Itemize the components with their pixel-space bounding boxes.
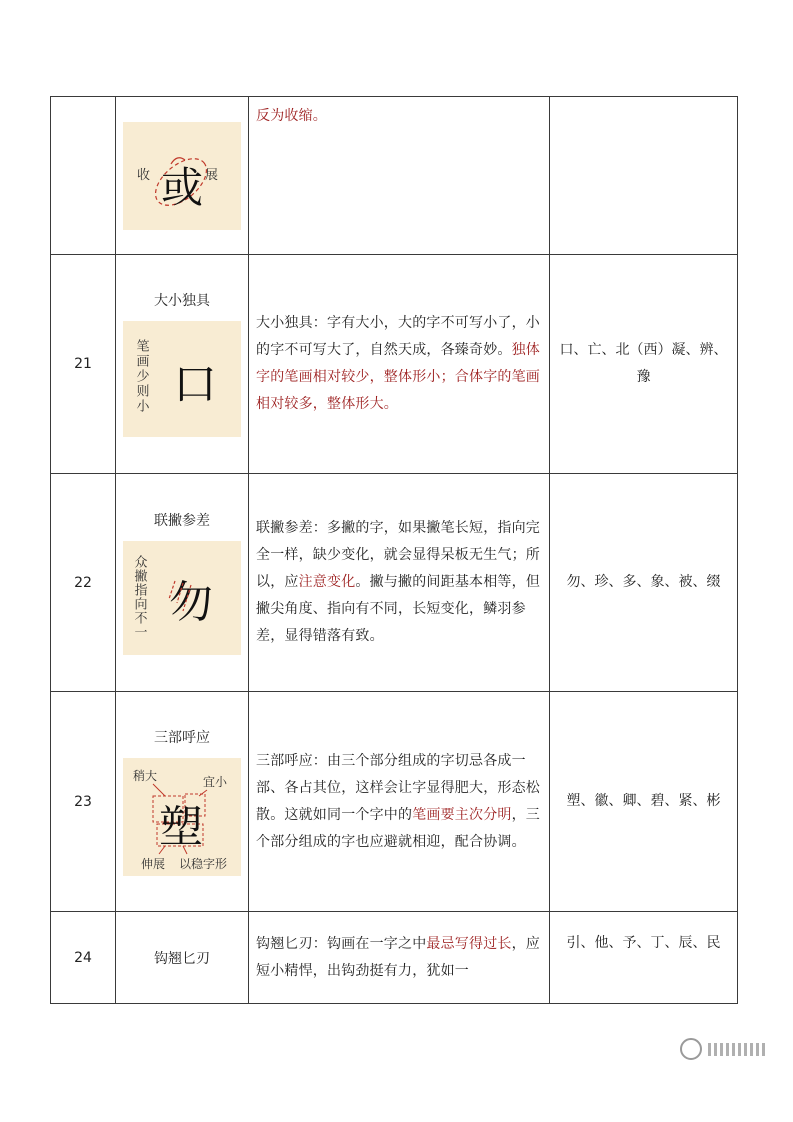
explanation-text: 三部呼应：由三个部分组成的字切忌各成一部、各占其位，这样会让字显得肥大，形态松散。这就如同一个字中的 xyxy=(256,752,540,823)
image-note: 伸展 xyxy=(141,856,166,871)
explanation-text: 联撇参差：多撇的字，如果撇笔长短，指向完全一样，缺少变化，就会显得呆板无生气；所以，应 xyxy=(256,520,540,590)
character-example-image xyxy=(123,321,241,437)
technique-cell xyxy=(116,255,249,474)
technique-name: 大小独具 xyxy=(154,293,210,309)
image-note: 笔画少则小 xyxy=(133,339,149,414)
character-example-image xyxy=(123,758,241,876)
technique-cell xyxy=(116,474,249,692)
watermark-bars-icon xyxy=(708,1043,765,1056)
explanation-text: ，三个部分组成的字也应避就相迎，配合协调。 xyxy=(256,806,541,850)
explanation-cell xyxy=(249,255,550,474)
table-row xyxy=(51,474,738,692)
technique-name: 联撇参差 xyxy=(154,512,210,529)
examples-cell: 勿、珍、多、象、被、缀 xyxy=(550,474,738,692)
image-note: 众撇指向不一 xyxy=(131,554,147,639)
image-character: 或 xyxy=(161,162,204,212)
image-note: 稍大 xyxy=(133,768,158,783)
image-note: 宜小 xyxy=(203,774,228,789)
table-row xyxy=(51,692,738,912)
table-row xyxy=(51,255,738,474)
technique-cell xyxy=(116,692,249,912)
explanation-text: ，应短小精悍，出钩劲挺有力，犹如一 xyxy=(256,935,541,979)
examples-cell xyxy=(550,97,738,255)
character-example-image xyxy=(123,541,241,655)
table-row xyxy=(51,912,738,1004)
image-character: 塑 xyxy=(159,801,203,853)
image-character: 勿 xyxy=(169,576,213,628)
explanation-text: 。撇与撇的间距基本相等，但撇尖角度、指向有不同，长短变化，鳞羽参差，显得错落有致。 xyxy=(256,574,541,644)
explanation-cell xyxy=(249,474,550,692)
examples-cell: 口、亡、北（西）凝、辨、豫 xyxy=(550,255,738,474)
image-note: 收 xyxy=(137,167,151,183)
table-row xyxy=(51,97,738,255)
calligraphy-rules-table xyxy=(50,96,738,1004)
explanation-highlight: 独体字的笔画相对较少，整体形小；合体字的笔画相对较多，整体形大。 xyxy=(256,342,541,412)
explanation-text: 大小独具：字有大小，大的字不可写小了，小的字不可写大了，自然天成，各臻奇妙。 xyxy=(256,315,540,358)
explanation-cell xyxy=(249,692,550,912)
technique-name: 三部呼应 xyxy=(154,729,210,746)
explanation-text: 钩翘匕刃：钩画在一字之中 xyxy=(256,935,427,952)
explanation-cell xyxy=(249,912,550,1004)
examples-cell: 引、他、予、丁、辰、民 xyxy=(550,912,738,1004)
character-example-image xyxy=(123,122,241,230)
examples-cell: 塑、徽、卿、碧、紧、彬 xyxy=(550,692,738,912)
explanation-highlight: 笔画要主次分明 xyxy=(412,806,512,823)
technique-cell xyxy=(116,97,249,255)
image-note: 展 xyxy=(205,167,219,183)
row-number: 21 xyxy=(51,255,116,474)
explanation-highlight: 最忌写得过长 xyxy=(426,935,512,952)
row-number: 23 xyxy=(51,692,116,912)
image-note: 以稳字形 xyxy=(179,856,228,871)
watermark xyxy=(680,1038,765,1060)
explanation-highlight: 注意变化 xyxy=(298,574,356,590)
technique-cell xyxy=(116,912,249,1004)
row-number: 22 xyxy=(51,474,116,692)
watermark-logo-icon xyxy=(680,1038,702,1060)
explanation-cell xyxy=(249,97,550,255)
technique-name: 钩翘匕刃 xyxy=(154,950,210,967)
row-number: 24 xyxy=(51,912,116,1004)
row-number xyxy=(51,97,116,255)
explanation-text: 反为收缩。 xyxy=(256,108,327,124)
image-character: 口 xyxy=(173,359,217,410)
